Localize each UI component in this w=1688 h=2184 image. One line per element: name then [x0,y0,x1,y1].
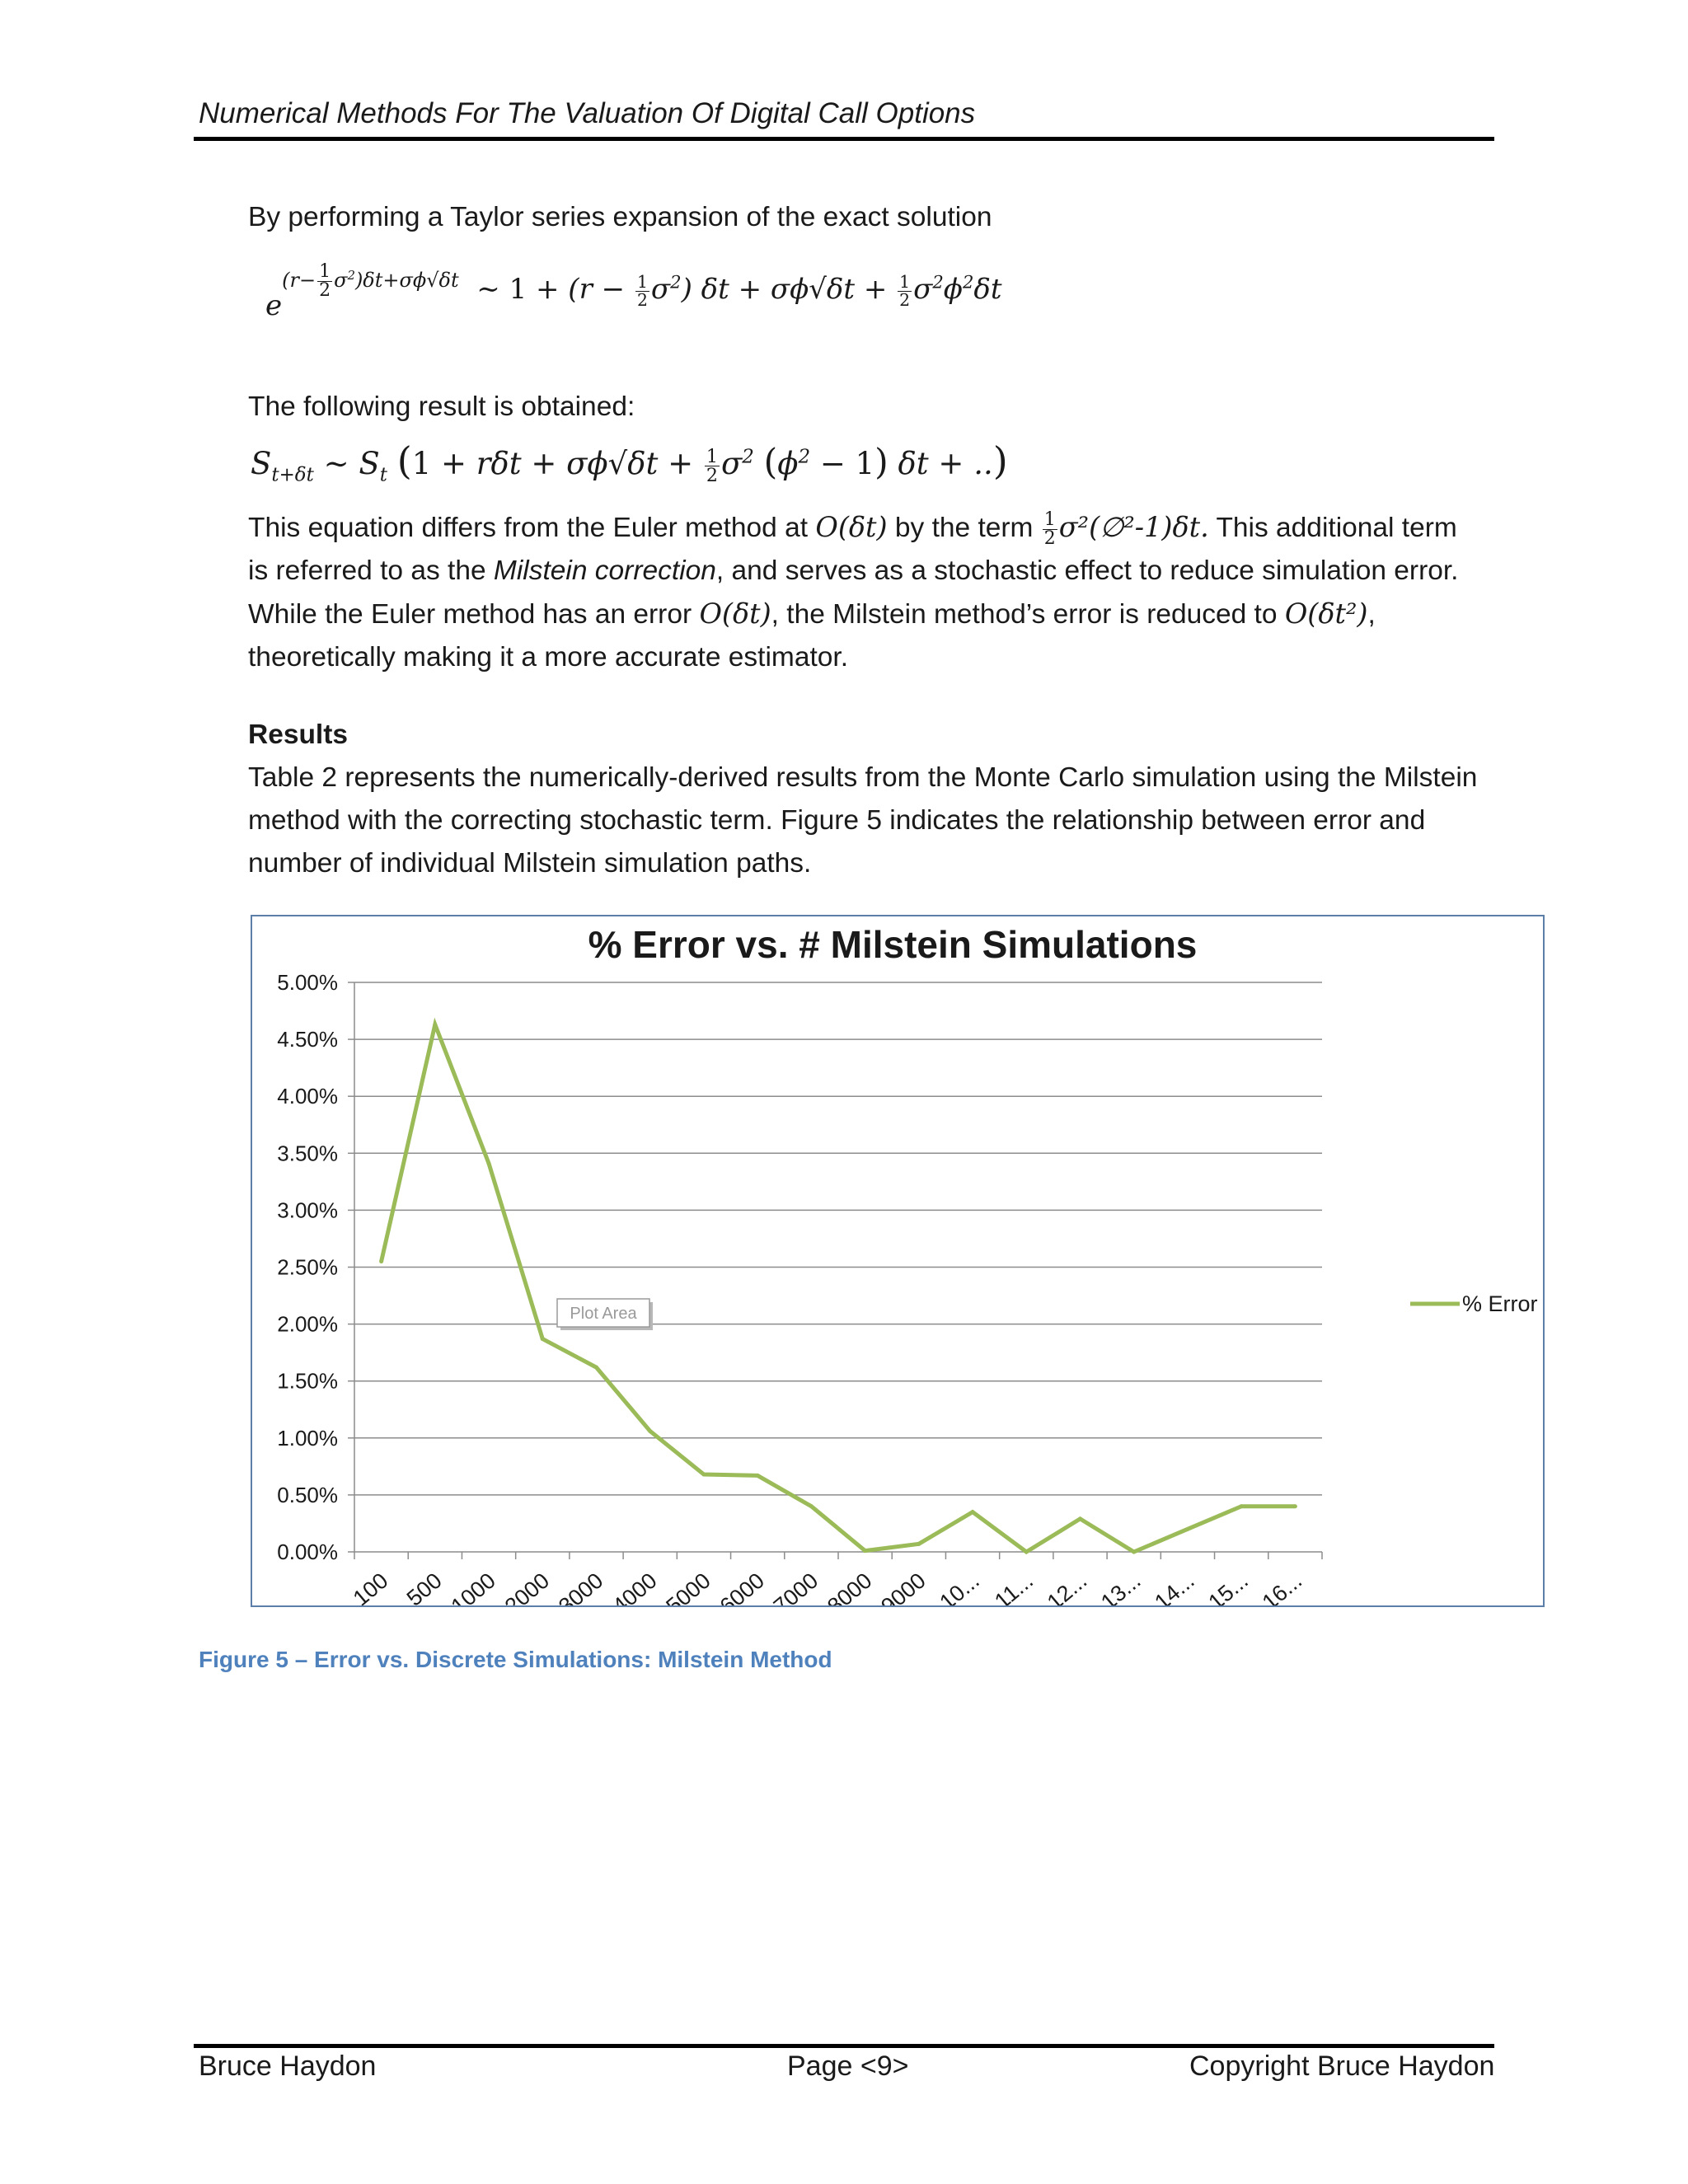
data-point [433,1023,437,1027]
intro-paragraph: By performing a Taylor series expansion of the exact solution [248,202,992,232]
x-tick-label: 16... [1257,1568,1307,1605]
data-point [379,1259,383,1263]
y-tick-label: 5.00% [277,970,338,995]
milstein-result-equation: $S_{t+\delta t}$ ∼ $S_t$ (1 + rδt + σϕ√δt + $\frac{1}{2}$ $\sigma^2$ $(\phi^2 - 1) \delta t$ + ..) [251,438,1008,486]
taylor-expansion-equation: $e^{(r- \frac{1}{2} \sigma^2)\delta t+\sigma\phi√\delta t}$ ∼ 1 + (r − $\frac{1}{2}$ $\sigma^2$) δt + σϕ√δt + $\frac{1}{2}$ $\sigma^2\phi^2\delta t$ [265,261,1002,323]
data-point [863,1549,867,1553]
y-tick-label: 2.00% [277,1311,338,1337]
header-rule [194,137,1494,141]
series-line [382,1024,1296,1552]
data-point [1240,1504,1244,1508]
data-point [541,1337,545,1341]
x-tick-label: 4000 [607,1568,662,1605]
x-tick-label: 7000 [768,1568,823,1605]
y-tick-label: 0.50% [277,1482,338,1507]
order-term-3: O(δt²) [1284,598,1368,630]
data-point [917,1542,921,1546]
explanation-paragraph [248,506,1484,679]
x-tick-label: 1000 [446,1568,500,1605]
data-point [971,1510,975,1514]
y-tick-label: 1.50% [277,1368,338,1394]
x-tick-label: 5000 [661,1568,715,1605]
footer-copyright: Copyright Bruce Haydon [1189,2050,1495,2082]
x-tick-label: 11... [990,1568,1039,1605]
x-tick-label: 100 [348,1568,393,1605]
order-term-1: O(δt) [815,511,888,543]
y-tick-label: 4.50% [277,1027,338,1052]
results-paragraph: Table 2 represents the numerically-derived results from the Monte Carlo simulation using the Milstein method with the correcting stochastic term. Figure 5 indicates the relationship between error and number of individual Milstein simulation paths. [248,762,1478,879]
x-tick-label: 15... [1203,1568,1254,1605]
half-fraction: $\frac{1}{2}$ [1043,509,1056,549]
data-point [594,1366,598,1370]
data-point [1132,1550,1136,1554]
y-tick-label: 3.00% [277,1197,338,1223]
chart-title: % Error vs. # Milstein Simulations [588,923,1198,966]
y-tick-label: 4.00% [277,1084,338,1109]
correction-term: σ²(∅²-1)δt. [1058,511,1209,543]
legend-label: % Error [1462,1291,1538,1316]
x-tick-label: 6000 [715,1568,770,1605]
running-header: Numerical Methods For The Valuation Of Digital Call Options [199,97,976,129]
data-point [487,1161,491,1165]
x-tick-label: 14... [1150,1568,1199,1605]
data-point [1293,1504,1297,1508]
x-tick-label: 10... [935,1568,984,1605]
data-point [809,1504,814,1508]
explanation-text-6: , theoretically making it a more accurate estimator. [248,599,1376,673]
footer-page-number: Page <9> [787,2050,909,2082]
milstein-correction-term: Milstein correction [493,555,716,586]
result-paragraph: The following result is obtained: [248,391,635,422]
explanation-text-4: , and serves as a stochastic effect to reduce simulation error. While the Euler method has an error [248,555,1459,630]
data-point [1025,1550,1029,1554]
x-tick-label: 3000 [554,1568,608,1605]
y-tick-label: 2.50% [277,1254,338,1280]
results-heading: Results [248,719,349,750]
order-term-2: O(δt) [699,598,771,630]
explanation-text-1: This equation differs from the Euler method at [248,513,816,543]
x-tick-label: 500 [401,1568,447,1605]
x-tick-label: 2000 [499,1568,555,1605]
y-tick-label: 1.00% [277,1425,338,1451]
chart-svg [252,916,1543,1605]
data-point [648,1429,652,1433]
footer-author: Bruce Haydon [199,2050,377,2082]
y-tick-label: 3.50% [277,1141,338,1166]
data-point [701,1473,706,1477]
x-tick-label: 13... [1096,1568,1146,1605]
explanation-text-3: This additional term is referred to as the [248,513,1457,586]
figure-caption: Figure 5 – Error vs. Discrete Simulations: Milstein Method [199,1647,832,1672]
plot-area-tag-label: Plot Area [570,1305,637,1323]
y-tick-label: 0.00% [277,1540,338,1564]
error-chart [251,915,1545,1607]
explanation-text-2: by the term [887,513,1041,543]
data-point [1078,1516,1082,1521]
x-tick-label: 12... [1042,1568,1092,1605]
explanation-text-5: , the Milstein method’s error is reduced to [771,599,1285,630]
x-tick-label: 9000 [876,1568,931,1605]
data-point [1185,1527,1189,1531]
x-tick-label: 8000 [823,1568,877,1605]
footer-rule [194,2044,1494,2048]
data-point [756,1474,760,1478]
